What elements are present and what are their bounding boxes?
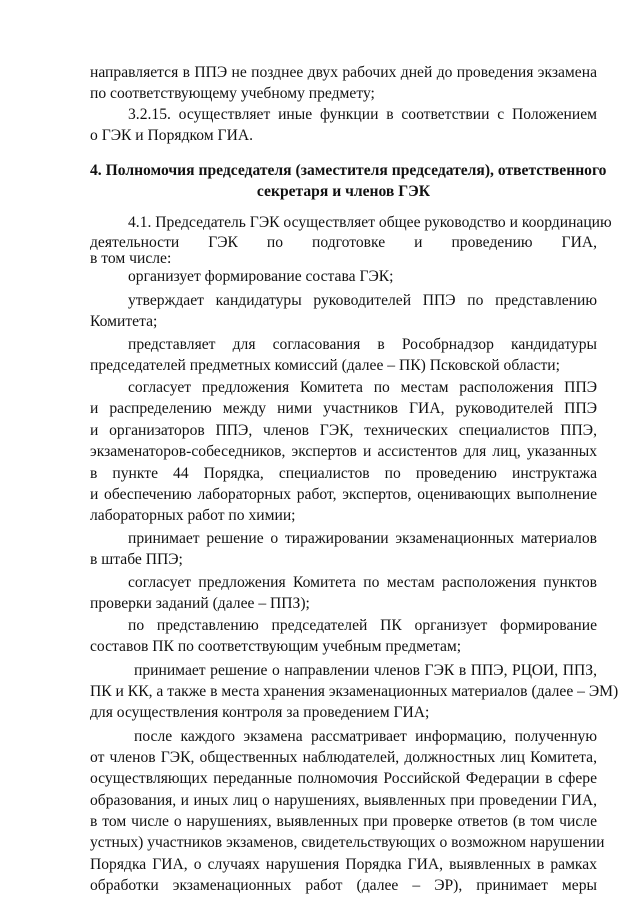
- text-line: ПК и КК, а также в места хранения экзаменационных материалов (далее – ЭМ): [90, 683, 619, 700]
- text-line: по представлению председателей ПК организует формирование: [128, 617, 597, 634]
- section-title: секретаря и членов ГЭК: [256, 183, 431, 200]
- text-line: в том числе:: [90, 250, 172, 267]
- text-line: председателей предметных комиссий (далее – ПК) Псковской области;: [90, 357, 560, 374]
- text-line: по соответствующему учебному предмету;: [90, 85, 375, 102]
- text-line: после каждого экзамена рассматривает информацию, полученную: [134, 728, 597, 745]
- text-line: проверки заданий (далее – ППЗ);: [90, 595, 310, 612]
- text-line: утверждает кандидатуры руководителей ППЭ по представлению: [128, 292, 597, 309]
- text-line: согласует предложения Комитета по местам расположения ППЭ: [128, 379, 597, 396]
- text-line: и организаторов ППЭ, членов ГЭК, технических специалистов ППЭ,: [90, 422, 597, 439]
- text-line: устных) участников экзаменов, свидетельствующих о возможном нарушении: [90, 834, 605, 851]
- text-line: в том числе о нарушениях, выявленных при проверке ответов (в том числе: [90, 813, 597, 830]
- section-title: 4. Полномочия председателя (заместителя председателя), ответственного: [90, 162, 607, 179]
- text-line: Комитета;: [90, 313, 158, 330]
- text-line: 3.2.15. осуществляет иные функции в соответствии с Положением: [128, 106, 597, 123]
- text-line: образования, и иных лиц о нарушениях, выявленных при проведении ГИА,: [90, 792, 597, 809]
- text-line: лабораторных работ по химии;: [90, 507, 296, 524]
- text-line: направляется в ППЭ не позднее двух рабочих дней до проведения экзамена: [90, 64, 597, 81]
- text-line: и распределению между ними участников ГИА, руководителей ППЭ: [90, 400, 597, 417]
- text-line: о ГЭК и Порядком ГИА.: [90, 127, 253, 144]
- text-line: принимает решение о тиражировании экзаменационных материалов: [128, 530, 597, 547]
- text-line: обработки экзаменационных работ (далее – ЭР), принимает меры: [90, 877, 597, 894]
- text-line: составов ПК по соответствующим учебным предметам;: [90, 638, 462, 655]
- text-line: принимает решение о направлении членов ГЭК в ППЭ, РЦОИ, ППЗ,: [134, 662, 597, 679]
- text-line: от членов ГЭК, общественных наблюдателей, должностных лиц Комитета,: [90, 749, 597, 766]
- text-line: 4.1. Председатель ГЭК осуществляет общее руководство и координацию: [128, 214, 612, 231]
- text-line: экзаменаторов-собеседников, экспертов и ассистентов для лиц, указанных: [90, 443, 597, 460]
- text-line: организует формирование состава ГЭК;: [128, 268, 394, 285]
- text-line: и обеспечению лабораторных работ, экспертов, оценивающих выполнение: [90, 486, 597, 503]
- text-line: для осуществления контроля за проведением ГИА;: [90, 704, 430, 721]
- text-line: осуществляющих переданные полномочия Российской Федерации в сфере: [90, 770, 597, 787]
- text-line: деятельности ГЭК по подготовке и проведению ГИА,: [90, 234, 597, 251]
- text-line: согласует предложения Комитета по местам расположения пунктов: [128, 574, 597, 591]
- text-line: представляет для согласования в Рособрнадзор кандидатуры: [128, 336, 597, 353]
- text-line: Порядка ГИА, о случаях нарушения Порядка ГИА, выявленных в рамках: [90, 856, 597, 873]
- text-line: в штабе ППЭ;: [90, 551, 183, 568]
- text-line: в пункте 44 Порядка, специалистов по проведению инструктажа: [90, 465, 597, 482]
